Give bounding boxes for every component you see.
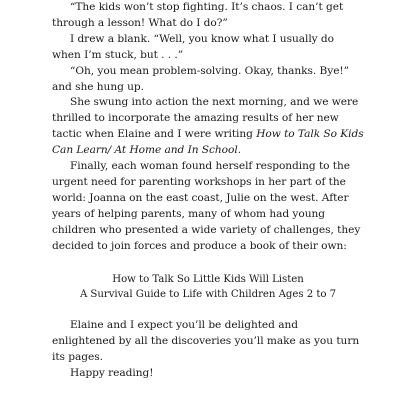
paragraph-closing: Elaine and I expect you’ll be delighted and enlightened by all the discoveries you’ll make as you turn its pages. bbox=[52, 319, 360, 364]
paragraph-kids-fighting: “The kids won’t stop fighting. It’s chaos. I can’t get through a lesson! What do I do?” bbox=[52, 1, 344, 29]
book-reference-title: How to Talk So Kids Can Learn/ At Home and In School bbox=[52, 128, 364, 157]
paragraph-happy-reading: Happy reading! bbox=[70, 367, 154, 380]
book-title-block bbox=[52, 272, 364, 304]
book-title-subtitle: A Survival Guide to Life with Children Ages 2 to 7 bbox=[79, 289, 337, 301]
paragraph-drew-blank: I drew a blank. “Well, you know what I usually do when I’m stuck, but . . .” bbox=[52, 32, 334, 61]
paragraph-finally: Finally, each woman found herself responding to the urgent need for parenting workshops in her part of the world: Joanna on the east coast, Julie on the west. After years of helping parents, many of whom had young children who presented a wide variety of challenges, they decided to join forces and produce a book of their own: bbox=[52, 160, 361, 252]
paragraph-swung-text: She swung into action the next morning, and we were thrilled to incorporate the amazing results of her new tactic when Elaine and I were writing bbox=[52, 96, 359, 141]
paragraph-problem-solving: “Oh, you mean problem-solving. Okay, thanks. Bye!” and she hung up. bbox=[52, 64, 349, 93]
book-reference-period: . bbox=[237, 144, 241, 157]
paragraph-swung-into-action bbox=[52, 95, 364, 159]
book-page bbox=[52, 0, 364, 382]
book-title-main: How to Talk So Little Kids Will Listen bbox=[112, 273, 304, 285]
